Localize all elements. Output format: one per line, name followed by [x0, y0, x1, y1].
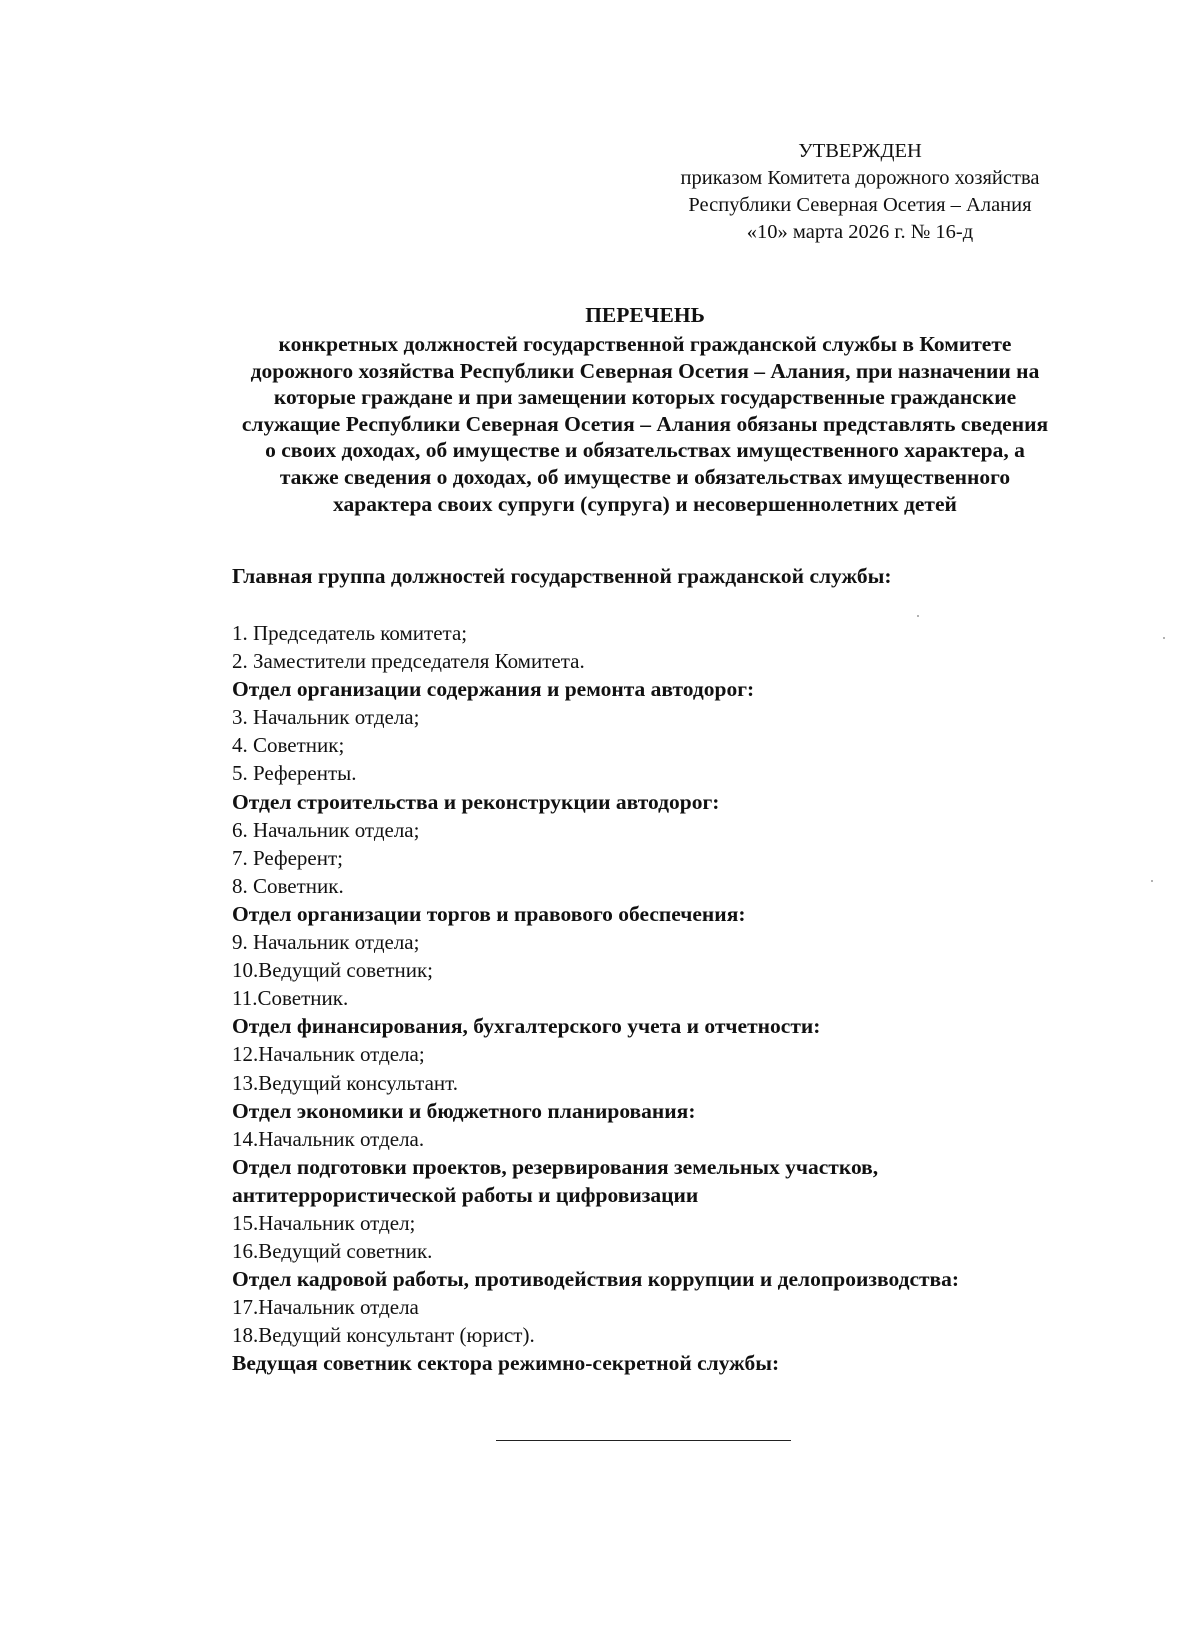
subtitle-line: о своих доходах, об имуществе и обязательствах имущественного характера, а	[265, 438, 1025, 463]
position-item: 13.Ведущий консультант.	[232, 1070, 458, 1095]
department-heading: Отдел кадровой работы, противодействия коррупции и делопроизводства:	[232, 1267, 960, 1292]
department-heading: Отдел финансирования, бухгалтерского учета и отчетности:	[232, 1014, 821, 1039]
position-item: 11.Советник.	[232, 986, 349, 1011]
approval-status: УТВЕРЖДЕН	[798, 140, 922, 162]
approval-date-number: «10» марта 2026 г. № 16-д	[746, 221, 974, 243]
position-item: 12.Начальник отдела;	[232, 1042, 425, 1067]
department-heading: антитеррористической работы и цифровизации	[232, 1182, 699, 1207]
group-heading: Главная группа должностей государственной гражданской службы:	[232, 564, 892, 588]
approval-block	[640, 138, 1080, 246]
positions-list	[232, 619, 1132, 1378]
scan-speck	[1151, 880, 1153, 882]
department-heading: Отдел подготовки проектов, резервирования земельных участков,	[232, 1154, 879, 1179]
position-item: 4. Советник;	[232, 733, 345, 758]
position-item: 6. Начальник отдела;	[232, 817, 420, 842]
position-item: 18.Ведущий консультант (юрист).	[232, 1323, 535, 1348]
position-item: 3. Начальник отдела;	[232, 705, 420, 730]
document-subtitle	[160, 331, 1130, 517]
position-item: 17.Начальник отдела	[232, 1295, 419, 1320]
position-item: 8. Советник.	[232, 873, 344, 898]
position-item: 9. Начальник отдела;	[232, 930, 420, 955]
department-heading: Отдел строительства и реконструкции автодорог:	[232, 789, 720, 814]
subtitle-line: конкретных должностей государственной гражданской службы в Комитете	[278, 332, 1012, 356]
subtitle-line: служащие Республики Северная Осетия – Алания обязаны представлять сведения	[241, 411, 1049, 436]
position-item: 10.Ведущий советник;	[232, 958, 434, 983]
position-item: 16.Ведущий советник.	[232, 1239, 433, 1264]
position-item: 1. Председатель комитета;	[232, 621, 468, 645]
department-heading: Отдел организации содержания и ремонта автодорог:	[232, 677, 755, 702]
scan-speck	[917, 615, 919, 617]
position-item: 5. Референты.	[232, 761, 357, 786]
end-divider	[496, 1440, 791, 1441]
position-item: 14.Начальник отдела.	[232, 1126, 425, 1151]
department-heading: Отдел организации торгов и правового обеспечения:	[232, 901, 746, 926]
subtitle-line: также сведения о доходах, об имуществе и обязательствах имущественного	[279, 464, 1011, 489]
subtitle-line: которые граждане и при замещении которых государственные гражданские	[273, 385, 1017, 410]
position-item: 15.Начальник отдел;	[232, 1210, 416, 1235]
subtitle-line: характера своих супруги (супруга) и несовершеннолетних детей	[333, 491, 957, 516]
subtitle-line: дорожного хозяйства Республики Северная Осетия – Алания, при назначении на	[250, 358, 1040, 383]
position-item: 7. Референт;	[232, 845, 343, 870]
approval-order-issuer: приказом Комитета дорожного хозяйства	[680, 167, 1040, 189]
approval-region: Республики Северная Осетия – Алания	[688, 194, 1032, 216]
department-heading: Ведущая советник сектора режимно-секретной службы:	[232, 1351, 780, 1376]
department-heading: Отдел экономики и бюджетного планирования:	[232, 1098, 696, 1123]
scan-speck	[1163, 637, 1165, 639]
position-item: 2. Заместители председателя Комитета.	[232, 649, 585, 674]
document-title: ПЕРЕЧЕНЬ	[585, 303, 705, 327]
